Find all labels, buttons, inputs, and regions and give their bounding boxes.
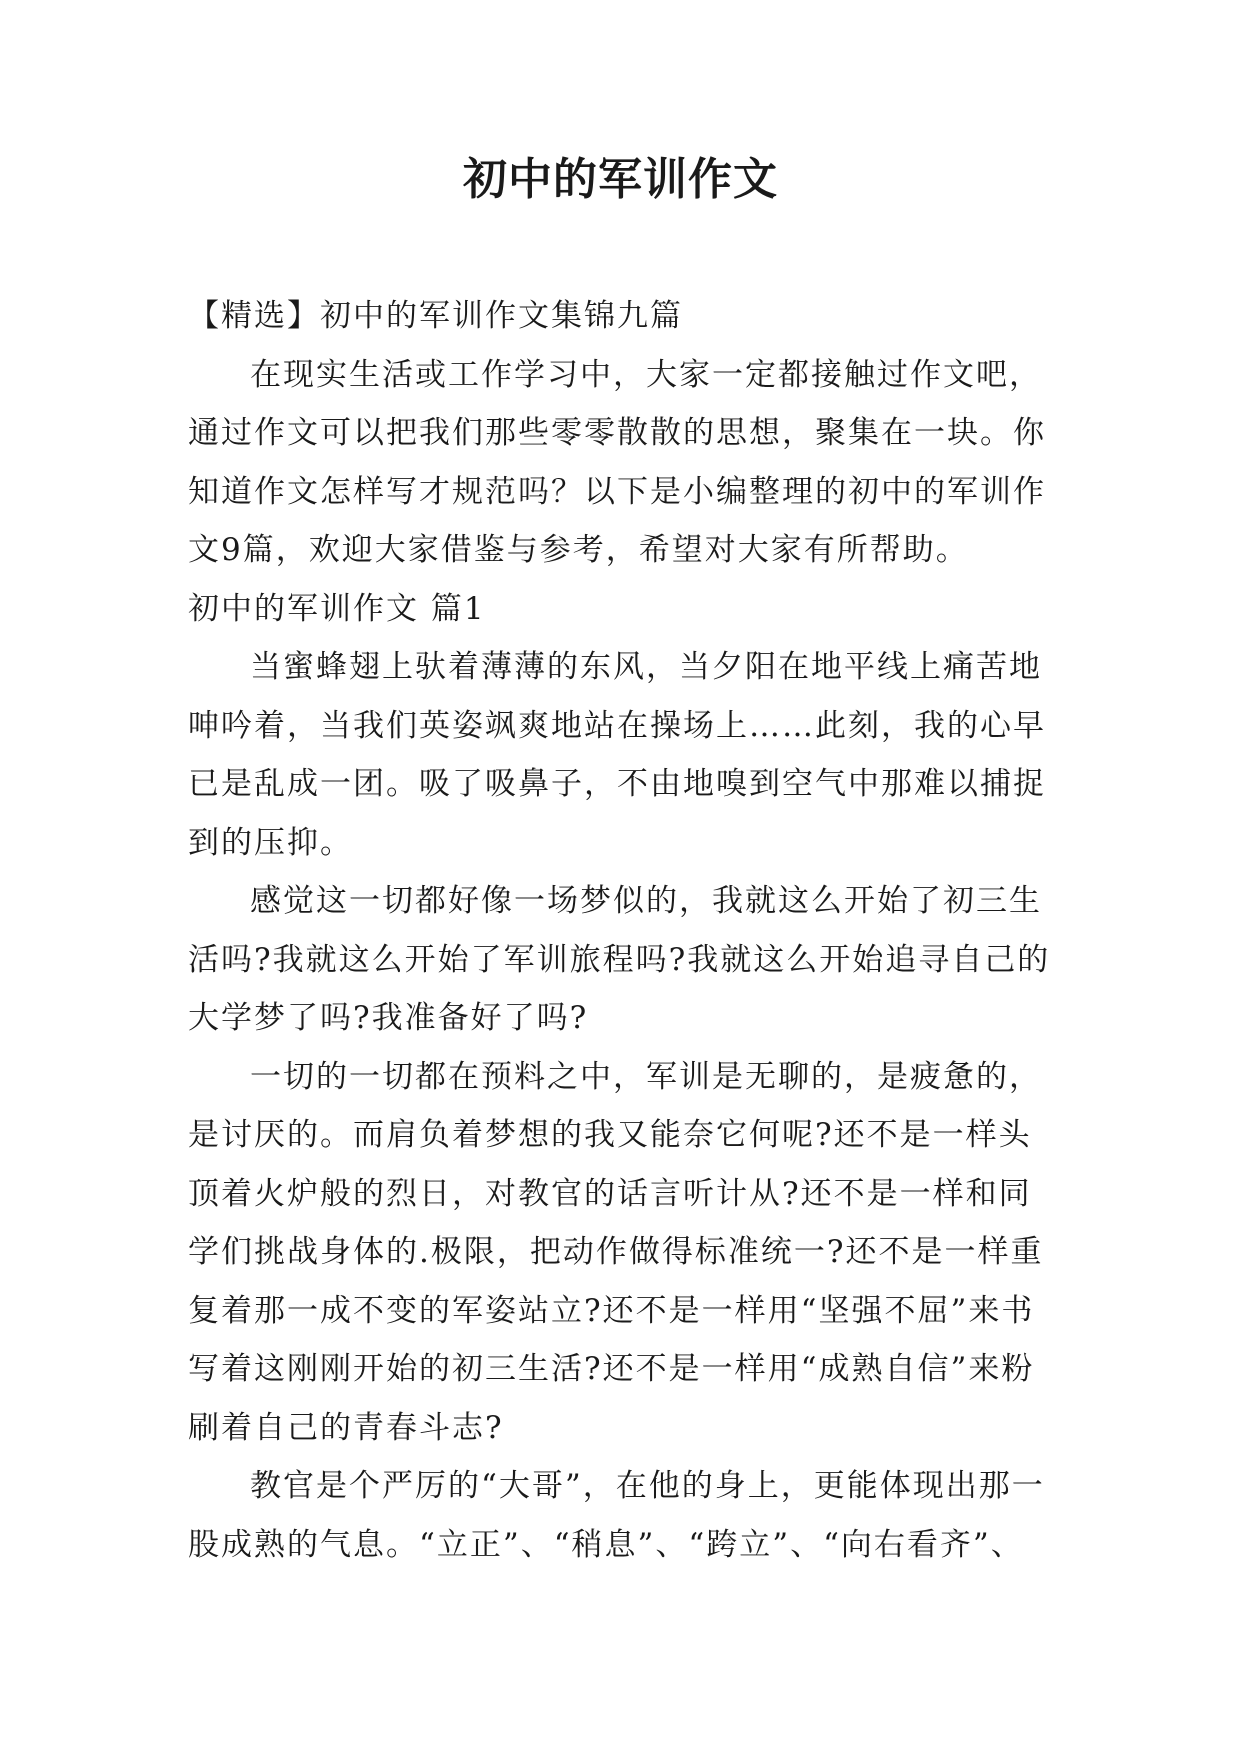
- body-paragraph: 一切的一切都在预料之中，军训是无聊的，是疲惫的，是讨厌的。而肩负着梦想的我又能奈它何呢?还不是一样头顶着火炉般的烈日，对教官的话言听计从?还不是一样和同学们挑战身体的.极限，把动作做得标准统一?还不是一样重复着那一成不变的军姿站立?还不是一样用“坚强不屈”来书写着这刚刚开始的初三生活?还不是一样用“成熟自信”来粉刷着自己的青春斗志?: [188, 1058, 1044, 1446]
- body-paragraph: 当蜜蜂翅上驮着薄薄的东风，当夕阳在地平线上痛苦地呻吟着，当我们英姿飒爽地站在操场上……此刻，我的心早已是乱成一团。吸了吸鼻子，不由地嗅到空气中那难以捕捉到的压抑。: [188, 649, 1046, 861]
- section-heading: 初中的军训作文 篇1: [188, 590, 486, 627]
- body-paragraph: 感觉这一切都好像一场梦似的，我就这么开始了初三生活吗?我就这么开始了军训旅程吗?我就这么开始追寻自己的大学梦了吗?我准备好了吗?: [188, 883, 1051, 1036]
- intro-paragraph: 在现实生活或工作学习中，大家一定都接触过作文吧，通过作文可以把我们那些零零散散的思想，聚集在一块。你知道作文怎样写才规范吗？以下是小编整理的初中的军训作文9篇，欢迎大家借鉴与参考，希望对大家有所帮助。: [188, 356, 1046, 568]
- document-title: 初中的军训作文: [463, 154, 778, 205]
- body-paragraph: 教官是个严厉的“大哥”，在他的身上，更能体现出那一股成熟的气息。“立正”、“稍息”、“跨立”、“向右看齐”、: [188, 1468, 1045, 1563]
- subtitle-line: 【精选】初中的军训作文集锦九篇: [188, 298, 683, 334]
- document-body: [188, 287, 1060, 1574]
